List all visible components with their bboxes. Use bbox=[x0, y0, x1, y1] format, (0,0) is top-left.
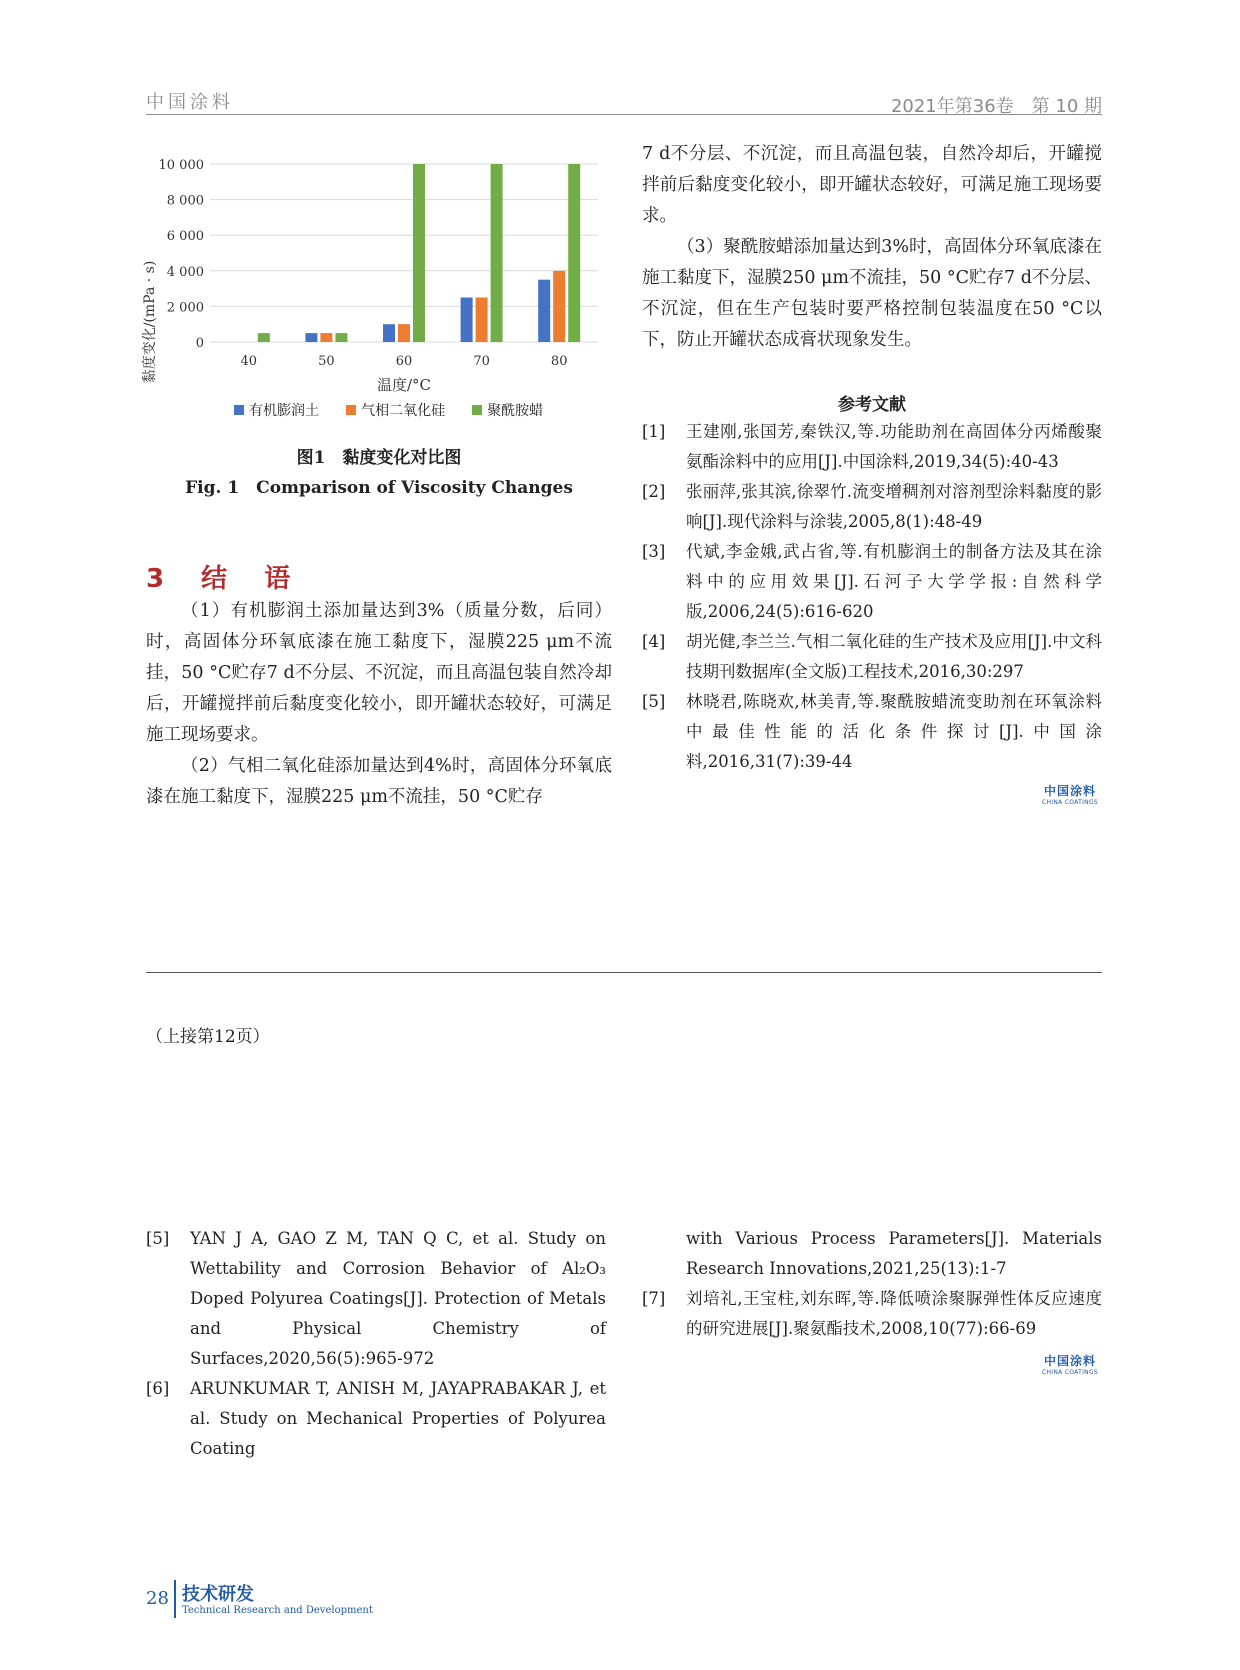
ref-text: 刘培礼,王宝柱,刘东晖,等.降低喷涂聚脲弹性体反应速度的研究进展[J].聚氨酯技术,2008,10(77):66-69 bbox=[686, 1289, 1102, 1338]
journal-name: 中国涂料 bbox=[146, 92, 234, 113]
footer-section-en: Technical Research and Development bbox=[182, 1605, 373, 1616]
bottom-refs-right bbox=[642, 1224, 1102, 1344]
ref-num: [6] bbox=[146, 1379, 170, 1398]
reference-item bbox=[642, 537, 1102, 627]
ref-text: YAN J A, GAO Z M, TAN Q C, et al. Study on Wettability and Corrosion Behavior of Al₂O₃ Doped Polyurea Coatings[J]. Protection of Metals and Physical Chemistry of Surfaces,2020,56(5):965-972 bbox=[190, 1229, 606, 1368]
x-tick-label: 60 bbox=[395, 354, 413, 369]
bar bbox=[568, 164, 580, 342]
figure-caption-en: Fig. 1 Comparison of Viscosity Changes bbox=[185, 478, 573, 498]
ref-text: 代斌,李金娥,武占省,等.有机膨润土的制备方法及其在涂料中的应用效果[J].石河子大学学报:自然科学版,2006,24(5):616-620 bbox=[686, 542, 1102, 621]
page-number: 28 bbox=[146, 1588, 169, 1609]
reference-item bbox=[642, 417, 1102, 477]
reference-item bbox=[642, 687, 1102, 777]
chart-y-label: 黏度变化/(mPa · s) bbox=[142, 260, 158, 384]
paragraph: 7 d不分层、不沉淀，而且高温包装，自然冷却后，开罐搅拌前后黏度变化较小，即开罐状态较好，可满足施工现场要求。 bbox=[642, 144, 1102, 226]
bottom-refs-left bbox=[146, 1224, 606, 1464]
ref-num: [4] bbox=[642, 632, 666, 651]
references-list bbox=[642, 417, 1102, 777]
bar bbox=[538, 280, 550, 342]
ref-num: [7] bbox=[642, 1289, 666, 1308]
legend-swatch bbox=[346, 405, 356, 415]
ref-num: [3] bbox=[642, 542, 666, 561]
legend-item bbox=[346, 400, 445, 420]
bar bbox=[305, 333, 317, 342]
divider-rule bbox=[146, 972, 1102, 973]
ref-text: ARUNKUMAR T, ANISH M, JAYAPRABAKAR J, et al. Study on Mechanical Properties of Polyurea Coating bbox=[190, 1379, 606, 1458]
reference-item bbox=[642, 627, 1102, 687]
footer-bar bbox=[174, 1580, 176, 1618]
chart-x-ticks bbox=[241, 354, 568, 369]
ref-text: 张丽萍,张其滨,徐翠竹.流变增稠剂对溶剂型涂料黏度的影响[J].现代涂料与涂装,2005,8(1):48-49 bbox=[686, 482, 1102, 531]
ref-text: 胡光健,李兰兰.气相二氧化硅的生产技术及应用[J].中文科技期刊数据库(全文版)工程技术,2016,30:297 bbox=[686, 632, 1102, 681]
y-tick-label: 0 bbox=[195, 336, 204, 351]
paragraph: （2）气相二氧化硅添加量达到4%时，高固体分环氧底漆在施工黏度下，湿膜225 μm不流挂，50 °C贮存 bbox=[146, 756, 612, 807]
ref-text: 林晓君,陈晓欢,林美青,等.聚酰胺蜡流变助剂在环氧涂料中最佳性能的活化条件探讨[J].中国涂料,2016,31(7):39-44 bbox=[686, 692, 1102, 771]
ref-num bbox=[642, 1224, 686, 1284]
journal-logo bbox=[1036, 1352, 1104, 1376]
bar bbox=[320, 333, 332, 342]
ref-text: 王建刚,张国芳,秦铁汉,等.功能助剂在高固体分丙烯酸聚氨酯涂料中的应用[J].中国涂料,2019,34(5):40-43 bbox=[686, 422, 1102, 471]
section-title: 3 结 语 bbox=[146, 564, 305, 594]
bar bbox=[335, 333, 347, 342]
chart-bars bbox=[258, 164, 580, 342]
paragraph: （3）聚酰胺蜡添加量达到3%时，高固体分环氧底漆在施工黏度下，湿膜250 μm不流挂，50 °C贮存7 d不分层、不沉淀，但在生产包装时要严格控制包装温度在50 °C以下，防止开罐状态成膏状现象发生。 bbox=[642, 237, 1102, 350]
logo-cn: 中国涂料 bbox=[1043, 784, 1096, 798]
continued-note: （上接第12页） bbox=[146, 1027, 270, 1047]
viscosity-chart bbox=[140, 150, 610, 430]
chart-y-ticks bbox=[159, 158, 205, 351]
y-tick-label: 2 000 bbox=[166, 300, 204, 316]
reference-item bbox=[146, 1224, 606, 1374]
ref-text: with Various Process Parameters[J]. Materials Research Innovations,2021,25(13):1-7 bbox=[686, 1229, 1102, 1278]
footer-section-cn: 技术研发 bbox=[182, 1584, 254, 1605]
bar bbox=[258, 333, 270, 342]
ref-num: [5] bbox=[642, 692, 666, 711]
left-column bbox=[146, 596, 612, 813]
journal-logo bbox=[1036, 782, 1104, 806]
paragraph: （1）有机膨润土添加量达到3%（质量分数，后同）时，高固体分环氧底漆在施工黏度下，湿膜225 μm不流挂，50 °C贮存7 d不分层、不沉淀，而且高温包装自然冷却后，开罐搅拌前后黏度变化较小，即开罐状态较好，可满足施工现场要求。 bbox=[146, 601, 612, 745]
legend-swatch bbox=[234, 405, 244, 415]
reference-item bbox=[642, 477, 1102, 537]
legend-label: 有机膨润土 bbox=[249, 403, 319, 419]
bar bbox=[413, 164, 425, 342]
y-tick-label: 10 000 bbox=[158, 158, 204, 173]
y-tick-label: 8 000 bbox=[166, 193, 204, 209]
legend-item bbox=[234, 400, 319, 420]
legend-label: 气相二氧化硅 bbox=[361, 403, 446, 419]
y-tick-label: 4 000 bbox=[166, 264, 204, 280]
ref-num: [1] bbox=[642, 422, 666, 441]
logo-cn: 中国涂料 bbox=[1043, 1354, 1096, 1368]
logo-en: CHINA COATINGS bbox=[1042, 799, 1098, 806]
bar bbox=[553, 271, 565, 342]
legend-label: 聚酰胺蜡 bbox=[487, 403, 544, 419]
right-column bbox=[642, 139, 1102, 356]
logo-en: CHINA COATINGS bbox=[1042, 1369, 1098, 1376]
issue-info: 2021年第36卷 第 10 期 bbox=[890, 96, 1102, 117]
reference-item bbox=[642, 1224, 1102, 1284]
y-tick-label: 6 000 bbox=[166, 229, 204, 245]
ref-num: [5] bbox=[146, 1229, 170, 1248]
ref-num: [2] bbox=[642, 482, 666, 501]
x-tick-label: 80 bbox=[550, 354, 568, 369]
reference-item bbox=[146, 1374, 606, 1464]
bar bbox=[398, 324, 410, 342]
bar bbox=[476, 298, 488, 343]
bar bbox=[461, 298, 473, 343]
chart-legend bbox=[234, 400, 565, 420]
bar bbox=[383, 324, 395, 342]
reference-item bbox=[642, 1284, 1102, 1344]
legend-item bbox=[472, 400, 543, 420]
bar bbox=[491, 164, 503, 342]
x-tick-label: 40 bbox=[240, 354, 258, 369]
header-rule bbox=[146, 114, 1102, 115]
chart-x-label: 温度/°C bbox=[376, 376, 432, 394]
x-tick-label: 70 bbox=[473, 354, 490, 369]
figure-caption-cn: 图1 黏度变化对比图 bbox=[296, 448, 462, 468]
references-title: 参考文献 bbox=[838, 395, 906, 415]
x-tick-label: 50 bbox=[318, 354, 335, 369]
legend-swatch bbox=[472, 405, 482, 415]
